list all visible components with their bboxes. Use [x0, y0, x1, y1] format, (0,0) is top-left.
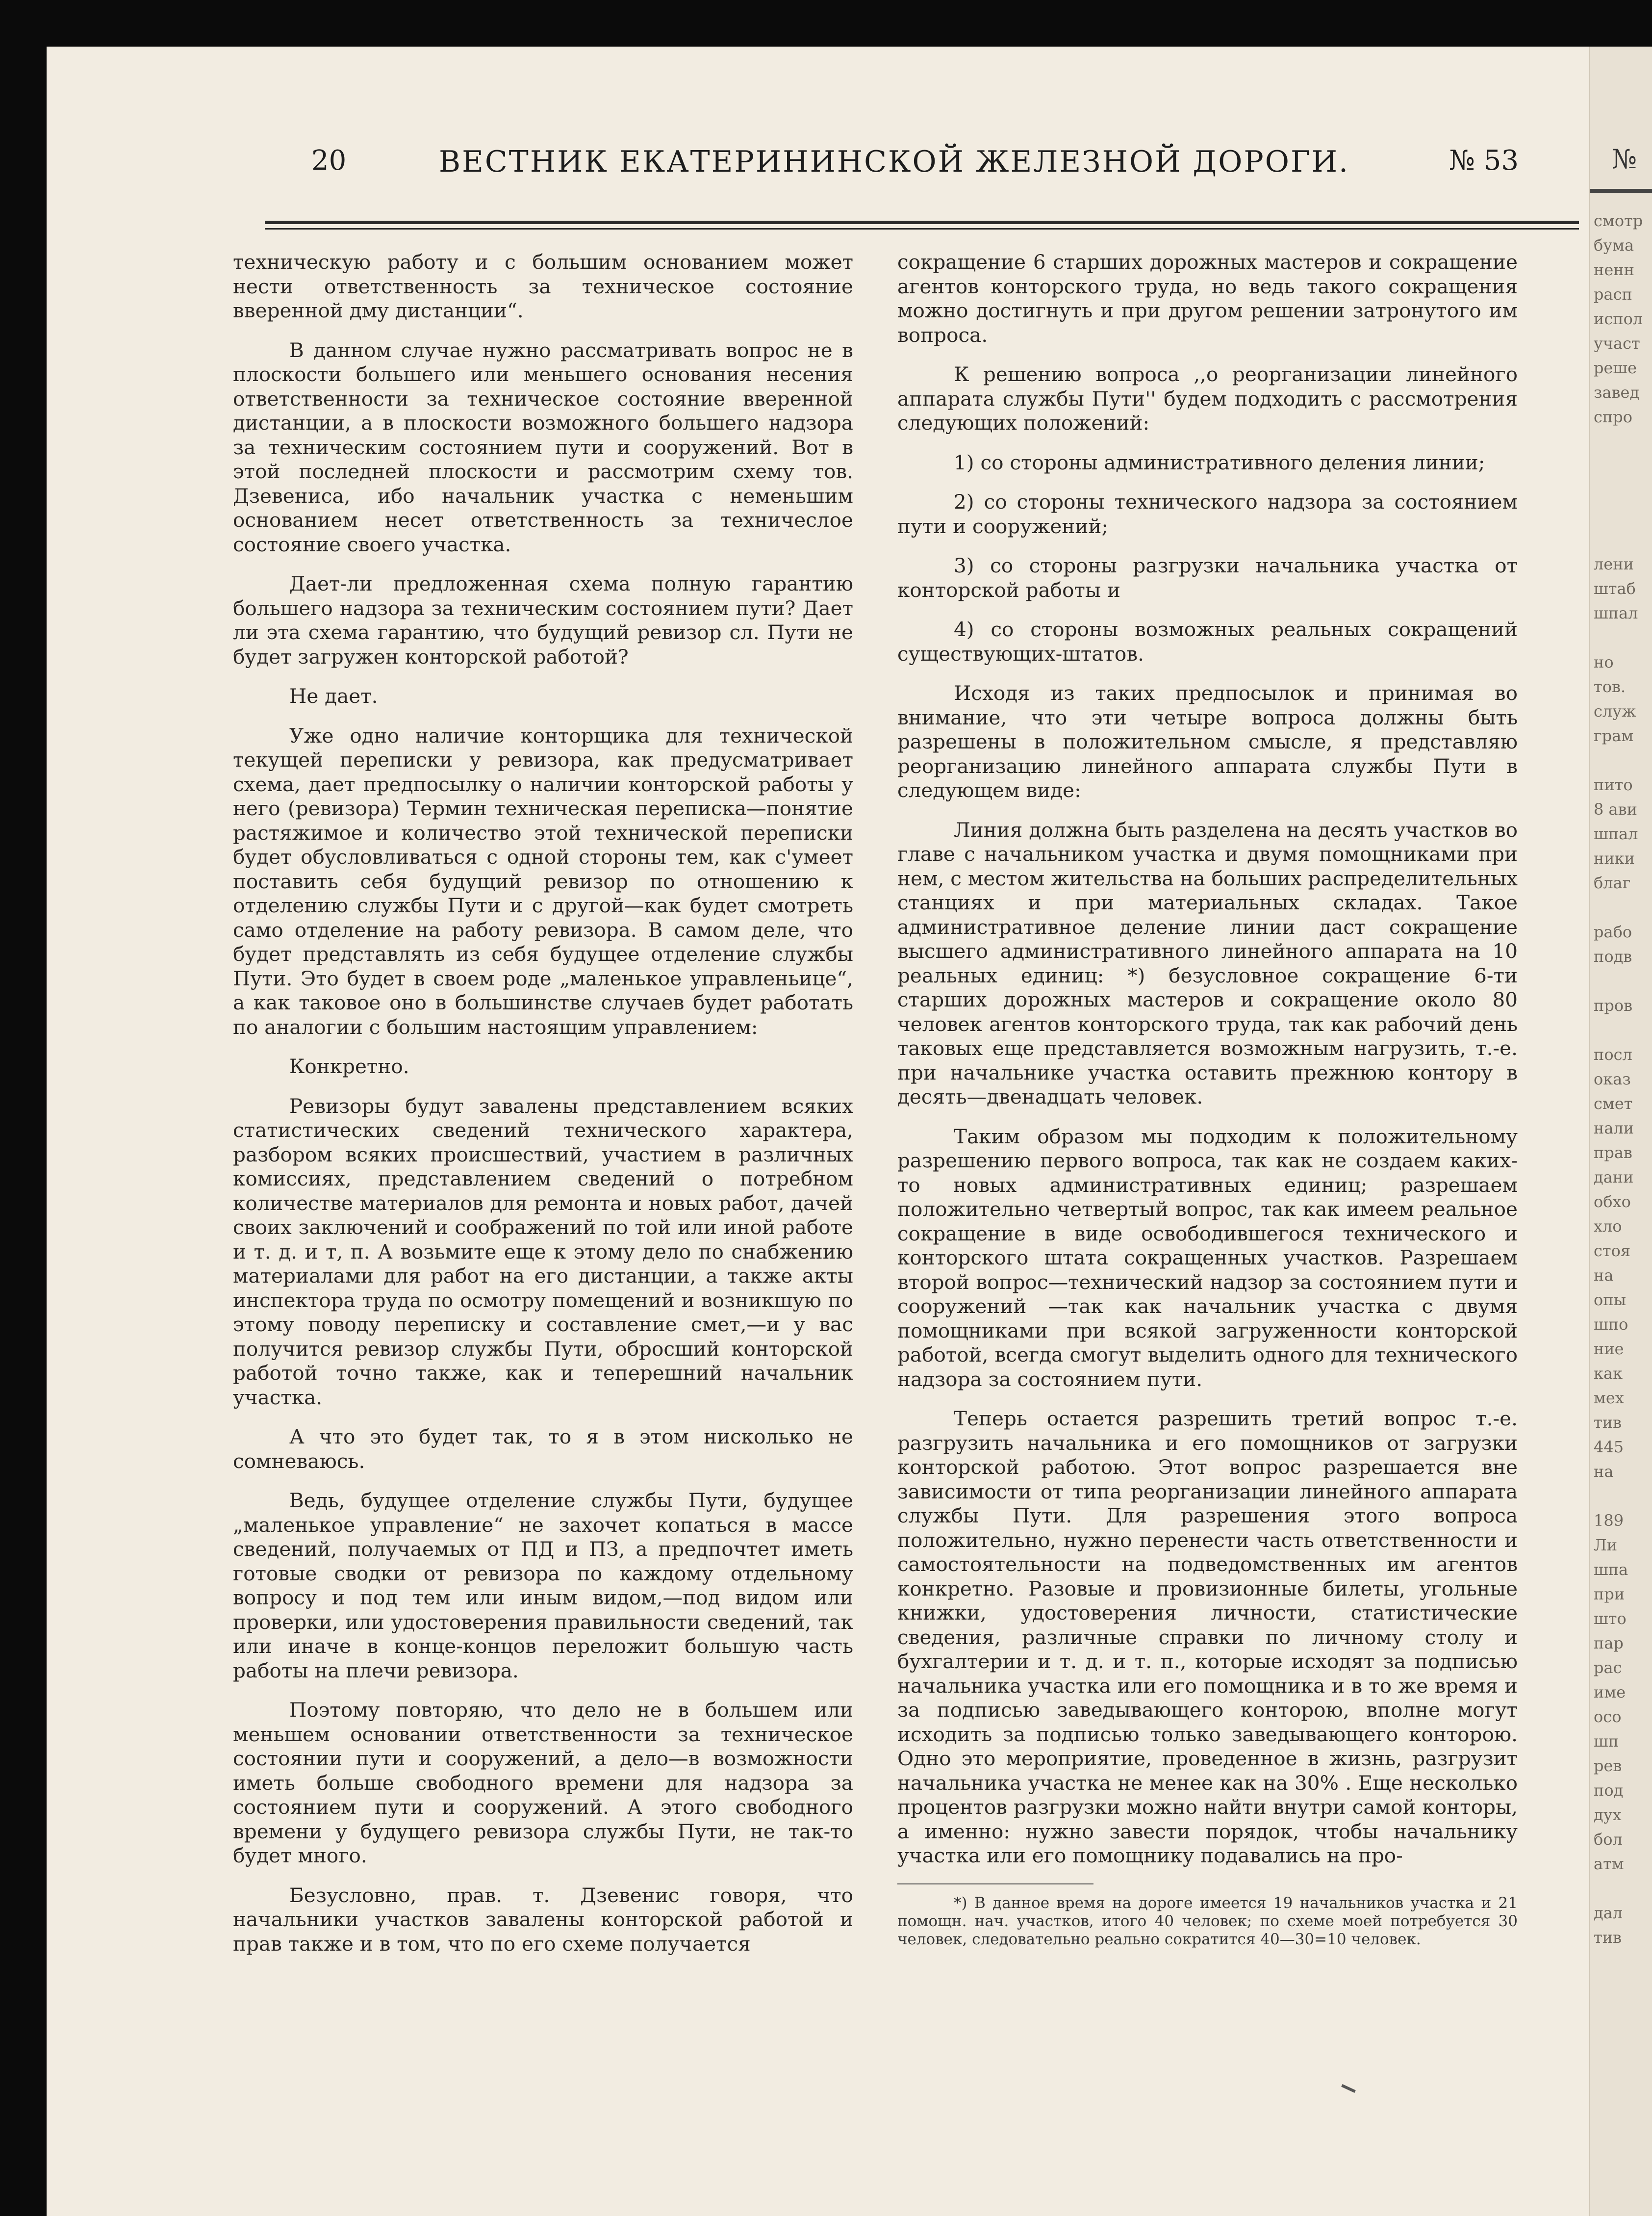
- paragraph: техническую работу и с большим основанием может нести ответственность за техническое состояние вверенной дму дистанции“.: [233, 250, 853, 322]
- adjacent-page-fragment: оказ: [1594, 1070, 1631, 1088]
- adjacent-page-fragment: участ: [1594, 334, 1640, 353]
- adjacent-page-fragment: под: [1594, 1781, 1624, 1800]
- paragraph: А что это будет так, то я в этом нисколько не сомневаюсь.: [233, 1425, 853, 1473]
- paragraph: Безусловно, прав. т. Дзевенис говоря, что начальники участков завалены конторской работой и прав также и в том, что по его схеме получается: [233, 1883, 853, 1956]
- adjacent-page-fragment: расп: [1594, 285, 1632, 304]
- adjacent-page-fragment: обхо: [1594, 1192, 1631, 1211]
- left-column: [233, 250, 853, 2060]
- adjacent-page-fragment: бума: [1594, 236, 1634, 255]
- adjacent-page-fragment: шпал: [1594, 825, 1638, 843]
- paragraph: Теперь остается разрешить третий вопрос т.-е. разгрузить начальника и его помощников от загрузки конторской работою. Этот вопрос разрешается вне зависимости от типа реорганизации линейного аппарата службы Пути. Для разрешения этого вопроса положительно, нужно перенести часть ответственности и самостоятельности на подведомственных им агентов конкретно. Разовые и провизионные билеты, угольные книжки, удостоверения личности, статистические сведения, различные справки по личному столу и бухгалтерии и т. д. и т. п., которые исходят за подписью начальника участка или его помощника и в то же время и за подписью заведывающего конторою, вполне могут исходить за подписью только заведывающего конторою. Одно это мероприятие, проведенное в жизнь, разгрузит начальника участка не менее как на 30% . Еще несколько процентов разгрузки можно найти внутри самой конторы, а именно: нужно завести порядок, чтобы начальнику участка или его помощнику подавались на про-: [897, 1407, 1518, 1867]
- paragraph: Линия должна быть разделена на десять участков во главе с начальником участка и двумя помощниками при нем, с местом жительства на больших распределительных станциях и при материальных складах. Такое административное деление линии даст сокращение высшего административного линейного аппарата на 10 реальных единиц: *) безусловное сокращение 6-ти старших дорожных мастеров и сокращение около 80 человек агентов конторского труда, так как рабочий день таковых еще представляется возможным нагрузить, т.-е. при начальнике участка оставить прежнюю контору в десять—двенадцать человек.: [897, 818, 1518, 1108]
- page-header: [262, 145, 1576, 204]
- adjacent-page-fragment: но: [1594, 653, 1614, 671]
- right-column: [897, 250, 1518, 2060]
- adjacent-page-fragment: нали: [1594, 1119, 1634, 1137]
- paragraph: Ведь, будущее отделение службы Пути, будущее „маленькое управление“ не захочет копаться в массе сведений, получаемых от ПД и ПЗ, а предпочтет иметь готовые сводки от ревизора по каждому отдельному вопросу и под тем или иным видом,—под видом или проверки, или удостоверения правильности сведений, так или иначе в конце-концов переложит большую часть работы на плечи ревизора.: [233, 1489, 853, 1682]
- adjacent-page-fragment: Ли: [1594, 1536, 1618, 1554]
- adjacent-page-fragment: ненн: [1594, 260, 1634, 279]
- paragraph: К решению вопроса ,,о реорганизации линейного аппарата службы Пути'' будем подходить с рассмотрения следующих положений:: [897, 362, 1518, 435]
- header-rule-thin: [265, 228, 1579, 230]
- list-item: 1) со стороны административного деления линии;: [954, 450, 1485, 474]
- adjacent-page-fragment: опы: [1594, 1290, 1627, 1309]
- footnote-rule: [897, 1883, 1093, 1884]
- adjacent-page-fragment: реше: [1594, 359, 1637, 377]
- paragraph: Конкретно.: [289, 1055, 409, 1078]
- adjacent-page-fragment: на: [1594, 1462, 1614, 1481]
- adjacent-page-fragment: рас: [1594, 1658, 1622, 1677]
- adjacent-page-fragment: [1594, 454, 1652, 478]
- adjacent-page-fragment: осо: [1594, 1707, 1622, 1726]
- adjacent-page-fragment: шпо: [1594, 1315, 1628, 1334]
- adjacent-page-fragment: рабо: [1594, 923, 1632, 941]
- adjacent-page-fragment: [1594, 503, 1652, 527]
- adjacent-page-fragment: тив: [1594, 1928, 1622, 1947]
- adjacent-header-rule: [1590, 189, 1652, 193]
- adjacent-page-fragment: [1594, 429, 1652, 454]
- page-number: 20: [311, 145, 347, 177]
- adjacent-page-fragment: мех: [1594, 1389, 1624, 1407]
- adjacent-page-fragment: атм: [1594, 1855, 1624, 1873]
- adjacent-page-fragment: штаб: [1594, 579, 1636, 598]
- adjacent-page-fragment: шпа: [1594, 1560, 1628, 1579]
- list-item: 2) со стороны технического надзора за состоянием пути и сооружений;: [897, 490, 1518, 538]
- adjacent-page-fragment: пар: [1594, 1634, 1624, 1652]
- publication-title: ВЕСТНИК ЕКАТЕРИНИНСКОЙ ЖЕЛЕЗНОЙ ДОРОГИ.: [439, 145, 1350, 179]
- adjacent-page-fragment: име: [1594, 1683, 1626, 1701]
- adjacent-page-fragment: рев: [1594, 1756, 1622, 1775]
- paragraph: Исходя из таких предпосылок и принимая во внимание, что эти четыре вопроса должны быть разрешены в положительном смысле, я представляю реорганизацию линейного аппарата службы Пути в следующем виде:: [897, 681, 1518, 802]
- adjacent-page-fragment: подв: [1594, 947, 1632, 966]
- adjacent-page-fragment: [1594, 748, 1652, 773]
- adjacent-page-fragment: шпал: [1594, 604, 1638, 622]
- adjacent-page-fragment: служ: [1594, 702, 1636, 721]
- newspaper-page: [47, 47, 1652, 2216]
- adjacent-page-fragment: дани: [1594, 1168, 1634, 1186]
- list-item: 3) со стороны разгрузки начальника участка от конторской работы и: [897, 554, 1518, 602]
- adjacent-page-edge: [1589, 47, 1652, 2216]
- adjacent-page-fragment: [1594, 1876, 1652, 1901]
- adjacent-page-fragment: посл: [1594, 1045, 1632, 1064]
- adjacent-page-fragment: [1594, 1484, 1652, 1508]
- adjacent-page-fragment: 8 ави: [1594, 800, 1637, 819]
- adjacent-page-fragment: испол: [1594, 309, 1643, 328]
- list-item: 4) со стороны возможных реальных сокращений существующих-штатов.: [897, 618, 1518, 666]
- adjacent-page-number: №: [1612, 144, 1637, 175]
- adjacent-page-fragment: [1594, 1018, 1652, 1042]
- paragraph: Уже одно наличие конторщика для технической текущей переписки у ревизора, как предусматривает схема, дает предпосылку о наличии конторской работы у него (ревизора) Термин техническая переписка—понятие растяжимое и количество этой технической переписки будет обусловливаться с одной стороны тем, как с'умеет поставить себя будущий ревизор по отношению к отделению службы Пути и с другой—как будет смотреть само отделение на работу ревизора. В самом деле, что будет представлять из себя будущее отделение службы Пути. Это будет в своем роде „маленькое управленьице“, а как таковое оно в большинстве случаев будет работать по аналогии с большим настоящим управлением:: [233, 723, 853, 1039]
- adjacent-page-fragment: на: [1594, 1266, 1614, 1285]
- issue-number: № 53: [1449, 145, 1519, 177]
- adjacent-page-fragment: [1594, 895, 1652, 920]
- paragraph: Поэтому повторяю, что дело не в большем или меньшем основании ответственности за техническое состоянии пути и сооружений, а дело—в возможности иметь больше свободного времени для надзора за состоянием пути и сооружений. А этого свободного времени у будущего ревизора службы Пути, не так-то будет много.: [233, 1698, 853, 1867]
- adjacent-page-fragment: 445: [1594, 1438, 1624, 1456]
- adjacent-page-fragment: пров: [1594, 996, 1633, 1015]
- adjacent-page-fragment: [1594, 969, 1652, 993]
- adjacent-page-fragment: лени: [1594, 555, 1634, 573]
- adjacent-page-fragment: прав: [1594, 1143, 1632, 1162]
- adjacent-page-fragment: при: [1594, 1585, 1625, 1603]
- paragraph: сокращение 6 старших дорожных мастеров и сокращение агентов конторского труда, но ведь такого сокращения можно достигнуть и при другом решении затронутого им вопроса.: [897, 250, 1518, 347]
- adjacent-page-fragment: завед: [1594, 383, 1640, 402]
- adjacent-page-fragment: хло: [1594, 1217, 1622, 1236]
- adjacent-page-fragments: [1594, 208, 1652, 1950]
- adjacent-page-fragment: ние: [1594, 1340, 1624, 1358]
- adjacent-page-fragment: дал: [1594, 1904, 1623, 1922]
- adjacent-page-fragment: дух: [1594, 1805, 1622, 1824]
- adjacent-page-fragment: спро: [1594, 408, 1632, 426]
- footnote: *) В данное время на дороге имеется 19 начальников участка и 21 помощн. нач. участков, итого 40 человек; по схеме моей потребуется 30 человек, следовательно реально сократится 40—30=10 человек.: [897, 1894, 1518, 1948]
- adjacent-page-fragment: смотр: [1594, 211, 1643, 230]
- adjacent-page-fragment: 189: [1594, 1511, 1624, 1530]
- paragraph: В данном случае нужно рассматривать вопрос не в плоскости большего или меньшего основания несения ответственности за техническое состояние вверенной дистанции, а в плоскости возможного большего надзора за техническим состоянием пути и сооружений. Вот в этой последней плоскости и рассмотрим схему тов. Дзевениса, ибо начальник участка с неменьшим основанием несет ответственность за техничеслое состояние своего участка.: [233, 338, 853, 556]
- paragraph: Дает-ли предложенная схема полную гарантию большего надзора за техническим состоянием пути? Дает ли эта схема гарантию, что будущий ревизор сл. Пути не будет загружен конторской работой?: [233, 572, 853, 669]
- adjacent-page-fragment: смет: [1594, 1094, 1633, 1113]
- adjacent-page-fragment: как: [1594, 1364, 1623, 1383]
- adjacent-page-fragment: бол: [1594, 1830, 1623, 1849]
- adjacent-page-fragment: ники: [1594, 849, 1635, 868]
- adjacent-page-fragment: тив: [1594, 1413, 1622, 1432]
- adjacent-page-fragment: стоя: [1594, 1241, 1631, 1260]
- adjacent-page-fragment: што: [1594, 1609, 1627, 1628]
- paragraph: Не дает.: [289, 684, 378, 708]
- adjacent-page-fragment: [1594, 625, 1652, 650]
- paragraph: Ревизоры будут завалены представлением всяких статистических сведений технического характера, разбором всяких происшествий, участием в различных комиссиях, представлением сведений о потребном количестве материалов для ремонта и новых работ, дачей своих заключений и соображений по той или иной работе и т. д. и т, п. А возьмите еще к этому дело по снабжению материалами для работ на его дистанции, а также акты инспектора труда по осмотру помещений и возникшую по этому поводу переписку и составление смет,—и у вас получится ревизор службы Пути, обросший конторской работой точно также, как и теперешний начальник участка.: [233, 1094, 853, 1409]
- adjacent-page-fragment: [1594, 527, 1652, 552]
- adjacent-page-fragment: благ: [1594, 874, 1631, 892]
- adjacent-page-fragment: [1594, 478, 1652, 503]
- adjacent-page-fragment: грам: [1594, 726, 1634, 745]
- header-rule-thick: [265, 221, 1579, 224]
- paragraph: Таким образом мы подходим к положительному разрешению первого вопроса, так как не создаем каких-то новых административных единиц; разрешаем положительно четвертый вопрос, так как имеем реальное сокращение в виде освободившегося технического и конторского штата сокращенных участков. Разрешаем второй вопрос—технический надзор за состоянием пути и сооружений —так как начальник участка с двумя помощниками при всякой загруженности конторской работой, всегда смогут выделить одного для технического надзора за состоянием пути.: [897, 1124, 1518, 1391]
- adjacent-page-fragment: тов.: [1594, 677, 1626, 696]
- adjacent-page-fragment: шп: [1594, 1732, 1619, 1751]
- adjacent-page-fragment: пито: [1594, 775, 1633, 794]
- print-mark: [1341, 2084, 1356, 2093]
